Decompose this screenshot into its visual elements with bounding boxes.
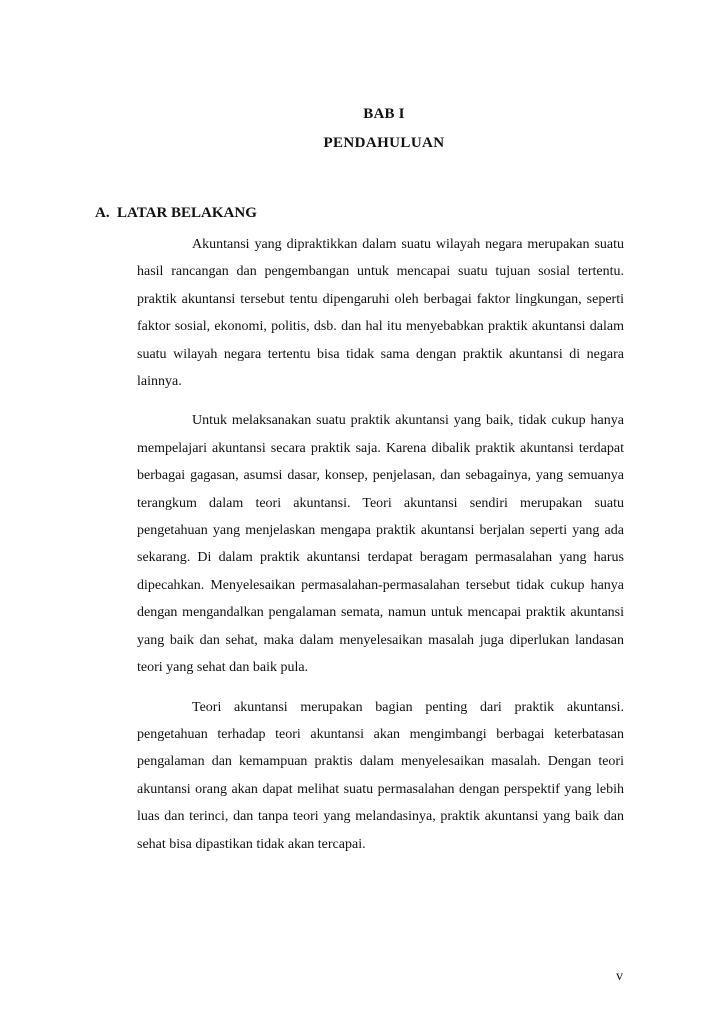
paragraph-1: Akuntansi yang dipraktikkan dalam suatu wilayah negara merupakan suatu hasil rancangan dan pengembangan untuk mencapai suatu tujuan sosial tertentu. praktik akuntansi tersebut tentu dipengaruhi oleh berbagai faktor lingkungan, seperti faktor sosial, ekonomi, politis, dsb. dan hal itu menyebabkan praktik akuntansi dalam suatu wilayah negara tertentu bisa tidak sama dengan praktik akuntansi di negara lainnya.: [137, 237, 624, 390]
paragraph-3: Teori akuntansi merupakan bagian penting dari praktik akuntansi. pengetahuan terhadap teori akuntansi akan mengimbangi berbagai keterbatasan pengalaman dan kemampuan praktis dalam menyelesaikan masalah. Dengan teori akuntansi orang akan dapat melihat suatu permasalahan dengan perspektif yang lebih luas dan terinci, dan tanpa teori yang melandasinya, praktik akuntansi yang baik dan sehat bisa dipastikan tidak akan tercapai.: [137, 699, 624, 852]
section-title: LATAR BELAKANG: [117, 205, 257, 221]
page-number: v: [616, 969, 623, 984]
chapter-title: PENDAHULUAN: [323, 135, 445, 151]
section-heading: [95, 205, 257, 222]
paragraph-2: Untuk melaksanakan suatu praktik akuntansi yang baik, tidak cukup hanya mempelajari akuntansi secara praktik saja. Karena dibalik praktik akuntansi terdapat berbagai gagasan, asumsi dasar, konsep, penjelasan, dan sebagainya, yang semuanya terangkum dalam teori akuntansi. Teori akuntansi sendiri merupakan suatu pengetahuan yang menjelaskan mengapa praktik akuntansi berjalan seperti yang ada sekarang. Di dalam praktik akuntansi terdapat beragam permasalahan yang harus dipecahkan. Menyelesaikan permasalahan-permasalahan tersebut tidak cukup hanya dengan mengandalkan pengalaman semata, namun untuk mencapai praktik akuntansi yang baik dan sehat, maka dalam menyelesaikan masalah juga diperlukan landasan teori yang sehat dan baik pula.: [137, 413, 624, 676]
section-marker: A.: [95, 205, 110, 221]
chapter-number: BAB I: [363, 106, 405, 122]
body-text: [137, 231, 624, 870]
